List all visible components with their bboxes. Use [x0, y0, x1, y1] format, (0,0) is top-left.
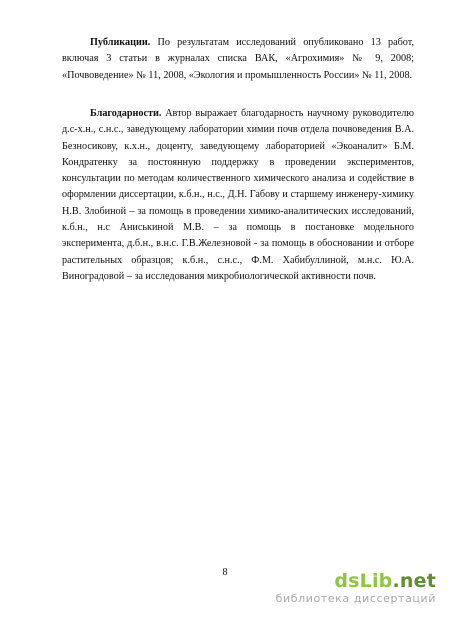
watermark-logo-part2: .net	[392, 570, 436, 592]
acknowledgements-paragraph	[62, 106, 414, 285]
publications-paragraph	[62, 35, 414, 84]
watermark	[246, 570, 436, 606]
publications-text: По результатам исследований опубликовано 13 работ, включая 3 статьи в журналах списка ВАК, «Агрохимия» № 9, 2008; «Почвоведение» № 11, 2008, «Экология и промышленность России» № 11, 2008.	[62, 37, 414, 81]
watermark-logo-part1: dsLib	[334, 570, 393, 592]
page-number: 8	[222, 567, 228, 578]
acknowledgements-text: Автор выражает благодарность научному руководителю д.с-х.н., с.н.с., заведующему лаборатории химии почв отдела почвоведения В.А. Безносикову, к.х.н., доценту, заведующему лабораторией «Экоаналит» Б.М. Кондратенку за постоянную поддержку в проведении экспериментов, консультации по методам количественного химического анализа и содействие в оформлении диссертации, к.б.н., н.с., Д.Н. Габову и старшему инженеру-химику Н.В. Злобиной – за помощь в проведении химико-аналитических исследований, к.б.н., н.с Аниськиной М.В. – за помощь в постановке модельного эксперимента, д.б.н., в.н.с. Г.В.Железновой - за помощь в обосновании и отборе растительных образцов; к.б.н., с.н.с., Ф.М. Хабибуллиной, м.н.с. Ю.А. Виноградовой – за исследования микробиологической активности почв.	[62, 108, 414, 282]
watermark-subtitle: библиотека диссертаций	[275, 592, 436, 605]
watermark-logo	[246, 570, 436, 592]
acknowledgements-heading: Благодарности.	[90, 108, 162, 119]
publications-heading: Публикации.	[90, 37, 151, 48]
